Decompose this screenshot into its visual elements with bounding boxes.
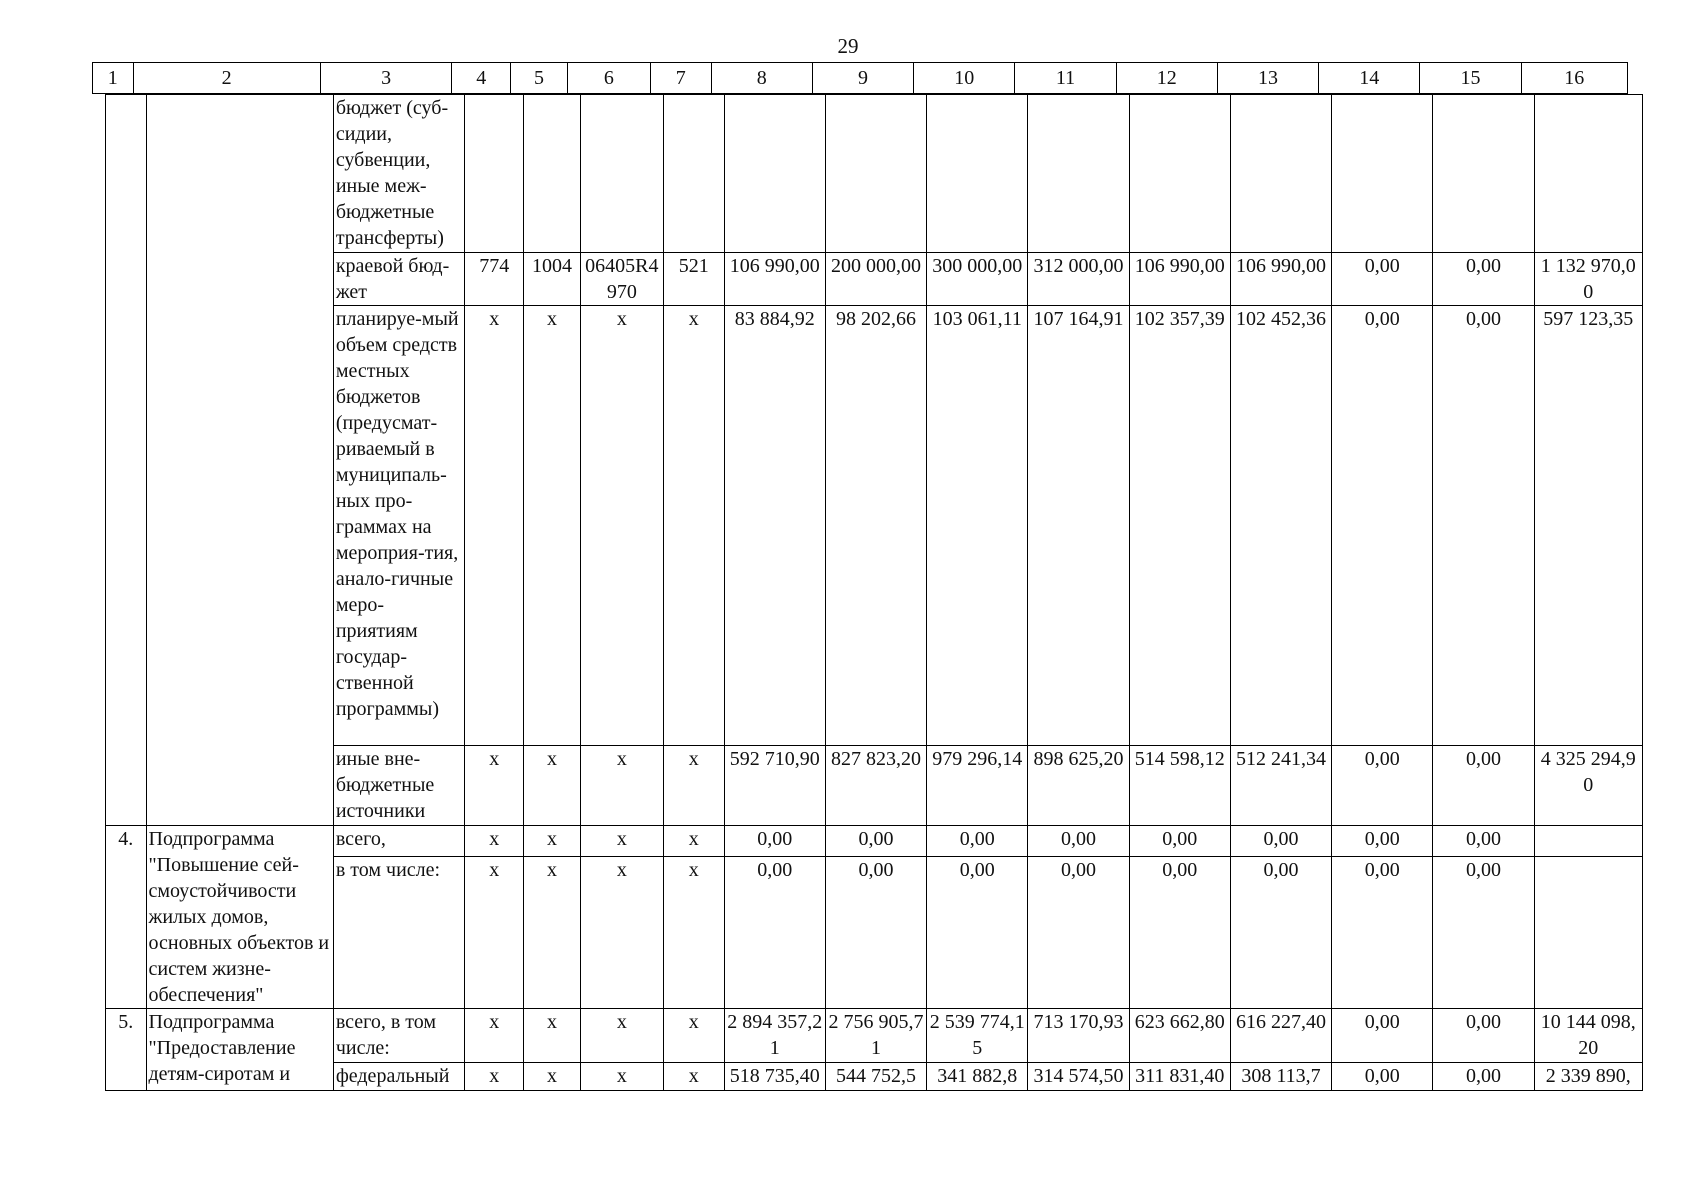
table-row: [106, 856, 1643, 1009]
data-cell: [1433, 95, 1534, 253]
table-row: [106, 306, 1643, 746]
subprogram-name: Подпрограмма "Предоставление детям-сиротам и: [146, 1009, 333, 1091]
data-cell: 0,00: [1433, 253, 1534, 306]
data-cell: 0,00: [1332, 306, 1433, 746]
data-cell: 774: [465, 253, 524, 306]
funding-source-cell: бюджет (суб-сидии, субвенции, иные меж-бюджетные трансферты): [333, 95, 465, 253]
data-cell: х: [580, 856, 663, 1009]
data-cell: 10 144 098,20: [1534, 1009, 1642, 1063]
data-cell: 0,00: [1332, 1063, 1433, 1091]
data-cell: 0,00: [1028, 826, 1129, 857]
column-number: 15: [1420, 63, 1521, 94]
data-cell: х: [524, 856, 581, 1009]
data-cell: 544 752,5: [825, 1063, 926, 1091]
data-cell: [825, 95, 926, 253]
data-cell: 2 339 890,: [1534, 1063, 1642, 1091]
data-cell: 106 990,00: [724, 253, 825, 306]
data-cell: 0,00: [1433, 746, 1534, 826]
data-cell: х: [465, 746, 524, 826]
data-cell: 0,00: [927, 826, 1028, 857]
column-number: 6: [567, 63, 650, 94]
data-cell: 0,00: [1332, 856, 1433, 1009]
column-number: 5: [511, 63, 568, 94]
data-cell: 103 061,11: [927, 306, 1028, 746]
data-cell: 0,00: [1332, 746, 1433, 826]
subprogram-index: 5.: [106, 1009, 147, 1091]
data-cell: 102 357,39: [1129, 306, 1230, 746]
column-number: 2: [133, 63, 320, 94]
data-cell: 300 000,00: [927, 253, 1028, 306]
data-cell: [1534, 856, 1642, 1009]
data-cell: х: [663, 306, 724, 746]
data-cell: 518 735,40: [724, 1063, 825, 1091]
data-cell: х: [580, 826, 663, 857]
data-cell: 106 990,00: [1230, 253, 1331, 306]
data-cell: 0,00: [1433, 1063, 1534, 1091]
data-cell: х: [663, 1063, 724, 1091]
data-cell: 0,00: [1332, 253, 1433, 306]
data-cell: 98 202,66: [825, 306, 926, 746]
data-cell: 107 164,91: [1028, 306, 1129, 746]
data-cell: [1129, 95, 1230, 253]
data-cell: 0,00: [825, 856, 926, 1009]
index-cell: [106, 95, 147, 826]
data-cell: [580, 95, 663, 253]
data-cell: 311 831,40: [1129, 1063, 1230, 1091]
table-row: [106, 1063, 1643, 1091]
table-row: [106, 826, 1643, 857]
data-cell: 0,00: [1028, 856, 1129, 1009]
data-cell: 341 882,8: [927, 1063, 1028, 1091]
table-row: [106, 95, 1643, 253]
data-cell: 0,00: [724, 856, 825, 1009]
data-cell: 0,00: [1433, 856, 1534, 1009]
data-cell: 06405R4970: [580, 253, 663, 306]
data-cell: 597 123,35: [1534, 306, 1642, 746]
data-cell: 0,00: [1230, 856, 1331, 1009]
subprogram-index: 4.: [106, 826, 147, 1009]
data-cell: х: [580, 1009, 663, 1063]
column-number: 13: [1217, 63, 1318, 94]
data-cell: х: [663, 826, 724, 857]
data-cell: х: [524, 826, 581, 857]
data-cell: 0,00: [825, 826, 926, 857]
data-cell: х: [465, 306, 524, 746]
data-cell: 2 756 905,71: [825, 1009, 926, 1063]
data-cell: [1534, 826, 1642, 857]
data-cell: 0,00: [927, 856, 1028, 1009]
column-number: 14: [1319, 63, 1420, 94]
data-cell: х: [465, 1063, 524, 1091]
data-cell: 898 625,20: [1028, 746, 1129, 826]
data-cell: [663, 95, 724, 253]
data-cell: 514 598,12: [1129, 746, 1230, 826]
budget-table: [105, 94, 1643, 1091]
data-cell: х: [524, 306, 581, 746]
data-cell: 308 113,7: [1230, 1063, 1331, 1091]
data-cell: 0,00: [1433, 306, 1534, 746]
data-cell: 2 539 774,15: [927, 1009, 1028, 1063]
data-cell: х: [580, 746, 663, 826]
data-cell: 592 710,90: [724, 746, 825, 826]
data-cell: 0,00: [1433, 1009, 1534, 1063]
data-cell: 0,00: [1433, 826, 1534, 857]
data-cell: 827 823,20: [825, 746, 926, 826]
data-cell: 4 325 294,90: [1534, 746, 1642, 826]
column-number: 12: [1116, 63, 1217, 94]
column-header-table: [92, 62, 1628, 94]
column-number: 4: [452, 63, 511, 94]
table-row: [106, 746, 1643, 826]
data-cell: х: [663, 1009, 724, 1063]
data-cell: 623 662,80: [1129, 1009, 1230, 1063]
data-cell: [524, 95, 581, 253]
data-cell: х: [663, 746, 724, 826]
data-cell: 200 000,00: [825, 253, 926, 306]
data-cell: 0,00: [724, 826, 825, 857]
data-cell: [1534, 95, 1642, 253]
data-cell: х: [465, 856, 524, 1009]
data-cell: 314 574,50: [1028, 1063, 1129, 1091]
subprogram-name-cell: [146, 95, 333, 826]
data-cell: 0,00: [1129, 856, 1230, 1009]
data-cell: х: [465, 1009, 524, 1063]
funding-source-cell: планируе-мый объем средств местных бюджетов (предусмат-риваемый в муниципаль-ных про-граммах на мероприя-тия, анало-гичные меро-приятиям государ-ственной программы): [333, 306, 465, 746]
data-cell: х: [580, 306, 663, 746]
data-cell: 83 884,92: [724, 306, 825, 746]
data-cell: 102 452,36: [1230, 306, 1331, 746]
column-number: 1: [93, 63, 134, 94]
data-cell: х: [524, 1009, 581, 1063]
data-cell: 0,00: [1230, 826, 1331, 857]
data-cell: 0,00: [1332, 826, 1433, 857]
data-cell: х: [663, 856, 724, 1009]
data-cell: 713 170,93: [1028, 1009, 1129, 1063]
data-cell: [927, 95, 1028, 253]
data-cell: х: [524, 1063, 581, 1091]
data-cell: 312 000,00: [1028, 253, 1129, 306]
column-number: 8: [711, 63, 812, 94]
data-cell: 1 132 970,00: [1534, 253, 1642, 306]
table-row: [106, 1009, 1643, 1063]
data-cell: х: [465, 826, 524, 857]
funding-source-cell: всего, в том числе:: [333, 1009, 465, 1063]
data-cell: 0,00: [1332, 1009, 1433, 1063]
data-cell: [1028, 95, 1129, 253]
funding-source-cell: краевой бюд-жет: [333, 253, 465, 306]
data-cell: [724, 95, 825, 253]
column-number: 3: [320, 63, 452, 94]
funding-source-cell: федеральный: [333, 1063, 465, 1091]
data-cell: 106 990,00: [1129, 253, 1230, 306]
data-cell: 521: [663, 253, 724, 306]
data-cell: [465, 95, 524, 253]
funding-source-cell: в том числе:: [333, 856, 465, 1009]
column-number: 10: [914, 63, 1015, 94]
column-number: 11: [1015, 63, 1116, 94]
column-number: 16: [1521, 63, 1627, 94]
page-number: 29: [837, 34, 859, 58]
data-cell: х: [524, 746, 581, 826]
data-cell: 512 241,34: [1230, 746, 1331, 826]
data-cell: [1332, 95, 1433, 253]
data-cell: 616 227,40: [1230, 1009, 1331, 1063]
column-number: 9: [812, 63, 913, 94]
table-row: [106, 253, 1643, 306]
data-cell: 979 296,14: [927, 746, 1028, 826]
column-number-row: [93, 63, 1628, 94]
data-cell: 1004: [524, 253, 581, 306]
funding-source-cell: всего,: [333, 826, 465, 857]
funding-source-cell: иные вне-бюджетные источники: [333, 746, 465, 826]
data-cell: [1230, 95, 1331, 253]
column-number: 7: [650, 63, 711, 94]
data-cell: 0,00: [1129, 826, 1230, 857]
subprogram-name: Подпрограмма "Повышение сей-смоустойчивости жилых домов, основных объектов и систем жизне-обеспечения": [146, 826, 333, 1009]
data-cell: 2 894 357,21: [724, 1009, 825, 1063]
data-cell: х: [580, 1063, 663, 1091]
